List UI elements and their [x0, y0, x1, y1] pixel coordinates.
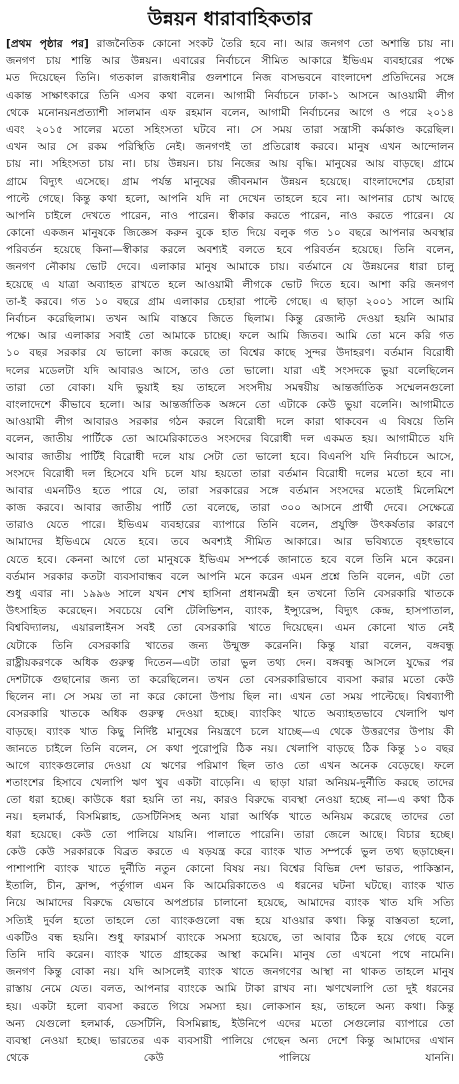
- article-line: যেতে হবে। কেননা আগে তো মানুষকে ইভিএম সম্পর্কে জানাতে হবে বলে তিনি মনে করেন।: [6, 553, 454, 566]
- article-line: দেশটাকে গুছানোর জন্য তা করেছিলেন। তখন তো বেসরকারিভাবে ব্যবসা করার মতো কেউ: [6, 673, 454, 686]
- article-line: যেটাকে তিনি বেসরকারি খাতের জন্য উন্মুক্ত করেননি। কিন্তু যারা বলেন, বঙ্গবন্ধু: [6, 639, 454, 652]
- article-line: রাষ্ট্রীয়করণকে অধিক গুরুত্ব দিতেন—এটা তারা ভুল তথ্য দেন। বঙ্গবন্ধু আসলে যুদ্ধের পর: [6, 656, 454, 669]
- article-line: দলের মডেলটা যদি আবারও আসে, তাও তো ভালো। যারা এই সংসদকে ভুয়া বলেছিলেন: [6, 364, 454, 377]
- article-line: অন্য যেগুলো হলমার্ক, ডেসটিনি, বিসমিল্লাহ, ইউনিপে এদের মতো সেগুলোর ব্যাপারে তো: [6, 1017, 454, 1030]
- article-line: তো ধরা হচ্ছে। কাউকে ধরা হয়নি তা নয়, কারও বিরুদ্ধে ব্যবস্থা নেওয়া হচ্ছে না—এ কথা ঠিক: [6, 794, 454, 807]
- article-line: ইতালি, চীন, ফ্রান্স, পর্তুগাল এমন কি আমেরিকাতেও এ ধরনের ঘটনা ঘটছে। ব্যাংক খাত: [6, 880, 454, 893]
- article-line: শতাংশের হিসাবে খেলাপি ঋণ খুব একটা বাড়েনি। এ ছাড়া যারা অনিয়ম-দুর্নীতি করছে তাদের: [6, 777, 454, 790]
- article-line: আবার এমনটিও হতে পারে যে, তারা সরকারের সঙ্গে বর্তমান সংসদের মতোই মিলেমিশে: [6, 484, 454, 497]
- article-line: বিশ্ববিদ্যালয়, এয়ারলাইনস সবই তো বেসরকারি খাতে দিয়েছেন। এমন কোনো খাত নেই: [6, 622, 454, 635]
- article-line: বেসরকারি খাতকে অধিক গুরুত্ব দেওয়া হচ্ছে। ব্যাংকিং খাতে অব্যাহতভাবে খেলাপি ঋণ: [6, 708, 454, 721]
- article-line: তারাও যেতে পারে। ইভিএম ব্যবহারের ব্যাপারে তিনি বলেন, প্রযুক্তি উৎকর্ষতার কারণে: [6, 519, 454, 532]
- article-line: আওয়ামী লীগ আবারও সরকার গঠন করলে বিরোধী দলে কারা থাকবেন এ বিষয়ে তিনি: [6, 416, 454, 429]
- article-line: জনগণ চায় শান্তি আর উন্নয়ন। এবারের নির্বাচনে সীমিত আকারে ইভিএম ব্যবহারের পক্ষে: [6, 55, 454, 68]
- article-line: আপনি চাইলে দেখতে পারেন, নাও পারেন। স্বীকার করতে পারেন, নাও করতে পারেন। যে: [6, 209, 454, 222]
- article-line: বাড়ছে। ব্যাংক খাত কিছু নির্দিষ্ট মানুষের নিয়ন্ত্রণে চলে যাচ্ছে—এ থেকে উত্তরণের উপায় কী: [6, 725, 454, 738]
- article-line: কোনো একজন মানুষকে জিজ্ঞেস করুন বুকে হাত দিয়ে বলুক গত ১০ বছরে আপনার অবস্থার: [6, 227, 454, 240]
- article-line: পাশাপাশি ব্যাংক খাতে দুর্নীতি নতুন কোনো বিষয় নয়। বিশ্বের বিভিন্ন দেশ ভারত, পাকিস্তান,: [6, 863, 454, 875]
- article-line: এখন আর সে রকম পরিস্থিতি নেই। জনগণই তা প্রতিরোধ করবে। মানুষ এখন আন্দোলন: [6, 141, 454, 154]
- article-line: ১০ বছর সরকার যে ভালো কাজ করেছে তা বিশ্বের কাছে সুন্দর উদাহরণ। বর্তমান বিরোধী: [6, 347, 454, 360]
- article-line: জনগণ কিন্তু বোকা নয়। যদি আসলেই ব্যাংক খাতে জনগণের আস্থা না থাকত তাহলে মানুষ: [6, 966, 454, 979]
- article-line: রাস্তায় নেমে যেত। বলত, আপনার ব্যাংকে আমি টাকা রাখব না। ঋণখেলাপি তো দুই ধরনের: [6, 983, 454, 996]
- article-line: শুধু এবার না। ১৯৯৬ সালে যখন শেখ হাসিনা প্রধানমন্ত্রী হন তখনো তিনি বেসরকারি খাতকে: [6, 588, 454, 600]
- article-line: তিনি দাবি করেন। ব্যাংক খাতে গ্রাহকের আস্থা কমেনি। মানুষ তো এখনো পথে নামেনি।: [6, 948, 454, 961]
- article-line: সত্যিই দুর্বল হতো তাহলে তো ব্যাংকগুলো বন্ধ হয়ে যাওয়ার কথা। কিন্তু বাস্তবতা হলো,: [6, 914, 454, 927]
- article-line: জনগণ নৌকায় ভোট দেবে। এলাকার মানুষ আমাকে চায়। বর্তমানে যে উন্নয়নের ধারা চালু: [6, 261, 454, 274]
- article-line: নিয়ে আমাদের বিরুদ্ধে যেভাবে অপপ্রচার চালানো হয়েছে, আমাদের ব্যাংক খাত যদি সত্যি: [6, 897, 454, 910]
- article-line: এবং ২০১৫ সালের মতো সহিংসতা ঘটবে না। সে সময় তারা সন্ত্রাসী কর্মকাণ্ড করেছিল।: [6, 123, 454, 136]
- article-line: তা-ই করবে। গত ১০ বছরে গ্রাম এলাকার চেহারা পাল্টে গেছে। এ ছাড়া ২০০১ সালে আমি: [6, 295, 454, 308]
- article-line: নয়। হলমার্ক, বিসমিল্লাহ, ডেসটিনিসহ অন্য যারা আর্থিক খাতে অনিয়ম করেছে তাদের তো: [6, 811, 454, 824]
- article-line: [6, 36, 454, 53]
- article-line: ছিলেন না। সে সময় তা না করে কোনো উপায় ছিল না। এখন তো সময় পাল্টেছে। বিশ্বব্যাপী: [6, 691, 454, 704]
- article-line: আমাদের ইভিএমে যেতে হবে। তবে অবশ্যই সীমিত আকারে। আর ভবিষ্যতে বৃহৎভাবে: [6, 536, 454, 549]
- article-line: আবার জাতীয় পার্টিই বিরোধী দলে যায় সেটা তো ভালো হবে। বিএনপি যদি নির্বাচনে আসে,: [6, 450, 454, 463]
- article-line: তারা তো বোকা। যদি ভুয়াই হয় তাহলে সংসদীয় সমন্বয়ীয় আন্তর্জাতিক সম্মেলনগুলো: [6, 381, 454, 394]
- article-line: [6, 1067, 454, 1084]
- article-line: বর্তমান সরকার কতটা ব্যবসাবান্ধব বলে আপনি মনে করেন এমন প্রশ্নে তিনি বলেন, এটা তো: [6, 570, 454, 583]
- article-line: চায় না। সহিংসতা চায় না। চায় উন্নয়ন। চায় নিজের আয় বৃদ্ধি। মানুষের আয় বাড়ছে। গ্রামে: [6, 158, 454, 171]
- article-body: [6, 36, 454, 1084]
- article-line: আগে ব্যাংকগুলোর দেওয়া যে ঋণের পরিমাণ ছিল তাও তো এখন অনেক বেড়েছে। ফলে: [6, 759, 454, 772]
- article-line: কেউ কেউ সরকারকে বিব্রত করতে এ ষড়যন্ত্র করে ব্যাংক খাত সম্পর্কে ভুল তথ্য ছড়াচ্ছেন।: [6, 845, 454, 858]
- article-line: পক্ষে। আর এলাকার সবাই তো আমাকে চাচ্ছে। ফলে আমি জিতব। আমি তো মনে করি গত: [6, 330, 454, 343]
- article-line: নির্বাচন করেছিলাম। তখন আমি বাস্তবে জিতে ছিলাম। কিন্তু রেজাল্ট দেওয়া হয়নি আমার: [6, 313, 454, 325]
- article-line: গ্রামে বিদ্যুৎ এসেছে। গ্রাম পর্যন্ত মানুষের জীবনমান উন্নয়ন হয়েছে। বাংলাদেশের চেহারা: [6, 175, 454, 188]
- article-line: হয়েছে এ যাত্রা অব্যাহত রাখতে হলে আওয়ামী লীগকে ভোট দিতে হবে। আশা করি জনগণ: [6, 278, 454, 291]
- article-line: একান্ত সাক্ষাৎকারে তিনি এসব কথা বলেন। আগামী নির্বাচনে ঢাকা-১ আসনে আওয়ামী লীগ: [6, 89, 454, 102]
- article-line: সংসদে বিরোধী দল হিসেবে যদি চলে যায় হয়তো তারা বর্তমান বিরোধী দলের মতো হবে না।: [6, 467, 454, 480]
- article-line: হয়। একটা হলো ব্যবসা করতে গিয়ে সমস্যা হয়। লোকসান হয়, তাহলে অন্য কথা। কিন্তু: [6, 1000, 454, 1013]
- article-line: ব্যবস্থা নেওয়া হচ্ছে। ভারতের এক ব্যবসায়ী পালিয়ে গেছেন অন্য দেশে কিন্তু আমাদের এখান: [6, 1034, 454, 1047]
- article-line: থেকে মনোনয়নপ্রত্যাশী সালমান এফ রহমান বলেন, আগামী নির্বাচনের আগে ও পরে ২০১৪: [6, 106, 454, 119]
- article-line: বলেন, জাতীয় পার্টিকে তো আমেরিকাতেও সংসদের বিরোধী দল একমত হয়। আগামীতে যদি: [6, 433, 454, 446]
- jump-label: [প্রথম পৃষ্ঠার পর]: [6, 38, 89, 50]
- article-line: মত দিয়েছেন তিনি। গতকাল রাজধানীর গুলশানে নিজ বাসভবনে বাংলাদেশ প্রতিদিনের সঙ্গে: [6, 72, 454, 85]
- article-line: বাংলাদেশে কীভাবে হলো। আর আন্তর্জাতিক অঙ্গনে তো এটাকে কেউ ভুয়া বলেনি। আগামীতে: [6, 398, 454, 411]
- article-line: ধরা হয়েছে। কেউ তো পালিয়ে যায়নি। পালাতে পারেনি। তারা জেলে আছে। বিচার হচ্ছে।: [6, 828, 454, 841]
- article-line: উৎসাহিত করেছেন। সবচেয়ে বেশি টেলিভিশন, ব্যাংক, ইন্স্যুরেন্স, বিদ্যুৎ কেন্দ্র, হাসপাতাল,: [6, 605, 454, 618]
- article-line: পাল্টে গেছে। কিন্তু কথা হলো, আপনি যদি না দেখেন তাহলে হবে না। আপনার চোখ আছে: [6, 192, 454, 205]
- article-line: কাজ করবে। আবার জাতীয় পার্টি তো বলেছে, তারা ৩০০ আসনে প্রার্থী দেবে। সেক্ষেত্রে: [6, 502, 454, 515]
- article-line: একটিও বন্ধ হয়নি। শুধু ফারমার্স ব্যাংকে সমস্যা হয়েছে, তা আবার ঠিক হয়ে গেছে বলে: [6, 931, 454, 944]
- article-line: জানতে চাইলে তিনি বলেন, সে কথা পুরোপুরি ঠিক নয়। খেলাপি বাড়ছে ঠিক কিন্তু ১০ বছর: [6, 742, 454, 755]
- article-line: পরিবর্তন হয়েছে কিনা—স্বীকার করলে অবশ্যই বলতে হবে পরিবর্তন হয়েছে। তিনি বলেন,: [6, 244, 454, 257]
- article-line: থেকে কেউ পালিয়ে যাননি।: [6, 1052, 454, 1065]
- article-line-text: রাজনৈতিক কোনো সংকট তৈরি হবে না। আর জনগণ তো অশান্তি চায় না।: [88, 38, 454, 50]
- article-headline: উন্নয়ন ধারাবাহিকতার: [147, 8, 313, 30]
